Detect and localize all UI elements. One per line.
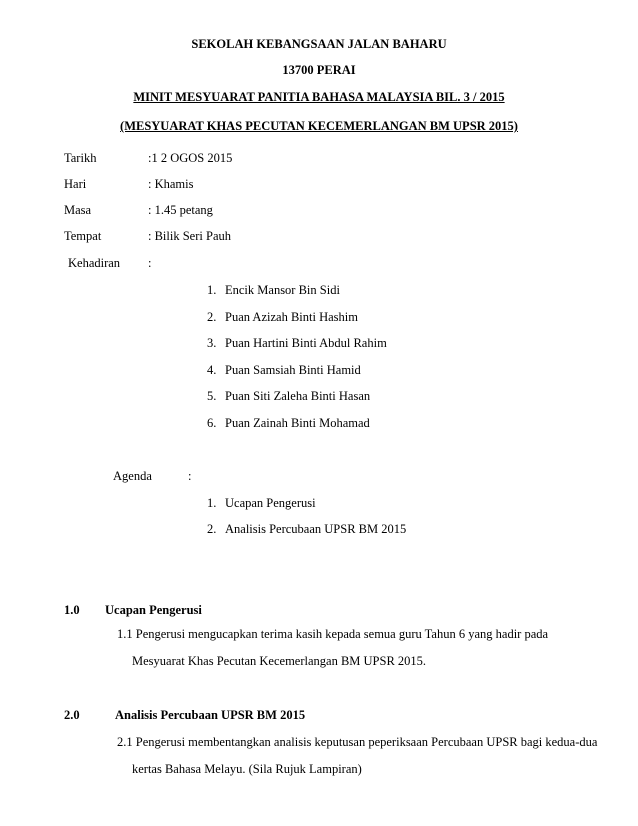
school-name: SEKOLAH KEBANGSAAN JALAN BAHARU [191, 37, 447, 51]
document-title: MINIT MESYUARAT PANITIA BAHASA MALAYSIA BIL. 3 / 2015 [133, 90, 505, 104]
detail-label-attendance: Kehadiran [68, 256, 121, 270]
agenda-colon: : [188, 469, 192, 483]
detail-value-day: : Khamis [148, 177, 194, 191]
attendance-name: Puan Zainah Binti Mohamad [225, 416, 370, 430]
detail-value-date: :1 2 OGOS 2015 [148, 151, 233, 165]
detail-value-attendance: : [148, 256, 152, 270]
section-number: 2.0 [64, 708, 80, 722]
agenda-label: Agenda [113, 469, 152, 483]
detail-label-day: Hari [64, 177, 87, 191]
section-paragraph-line: 2.1 Pengerusi membentangkan analisis keputusan peperiksaan Percubaan UPSR bagi kedua-dua [117, 735, 598, 749]
attendance-number: 4. [207, 363, 217, 377]
section-heading: Analisis Percubaan UPSR BM 2015 [115, 708, 306, 722]
detail-label-time: Masa [64, 203, 92, 217]
detail-value-time: : 1.45 petang [148, 203, 213, 217]
section-paragraph-line: Mesyuarat Khas Pecutan Kecemerlangan BM UPSR 2015. [132, 654, 427, 668]
section-number: 1.0 [64, 603, 80, 617]
attendance-number: 6. [207, 416, 217, 430]
section-paragraph-line: kertas Bahasa Melayu. (Sila Rujuk Lampiran) [132, 762, 362, 776]
document-subtitle: (MESYUARAT KHAS PECUTAN KECEMERLANGAN BM UPSR 2015) [120, 119, 518, 133]
section-heading: Ucapan Pengerusi [105, 603, 202, 617]
attendance-name: Puan Azizah Binti Hashim [225, 310, 358, 324]
section-paragraph-line: 1.1 Pengerusi mengucapkan terima kasih kepada semua guru Tahun 6 yang hadir pada [117, 627, 549, 641]
agenda-item-number: 1. [207, 496, 217, 510]
detail-label-date: Tarikh [64, 151, 97, 165]
attendance-name: Puan Hartini Binti Abdul Rahim [225, 336, 387, 350]
attendance-name: Puan Siti Zaleha Binti Hasan [225, 389, 371, 403]
attendance-name: Puan Samsiah Binti Hamid [225, 363, 361, 377]
attendance-number: 1. [207, 283, 217, 297]
agenda-item-text: Ucapan Pengerusi [225, 496, 316, 510]
detail-label-place: Tempat [64, 229, 102, 243]
postcode: 13700 PERAI [282, 63, 356, 77]
agenda-item-text: Analisis Percubaan UPSR BM 2015 [225, 522, 407, 536]
attendance-number: 5. [207, 389, 217, 403]
attendance-number: 3. [207, 336, 217, 350]
attendance-name: Encik Mansor Bin Sidi [225, 283, 340, 297]
attendance-number: 2. [207, 310, 217, 324]
detail-value-place: : Bilik Seri Pauh [148, 229, 231, 243]
agenda-item-number: 2. [207, 522, 217, 536]
